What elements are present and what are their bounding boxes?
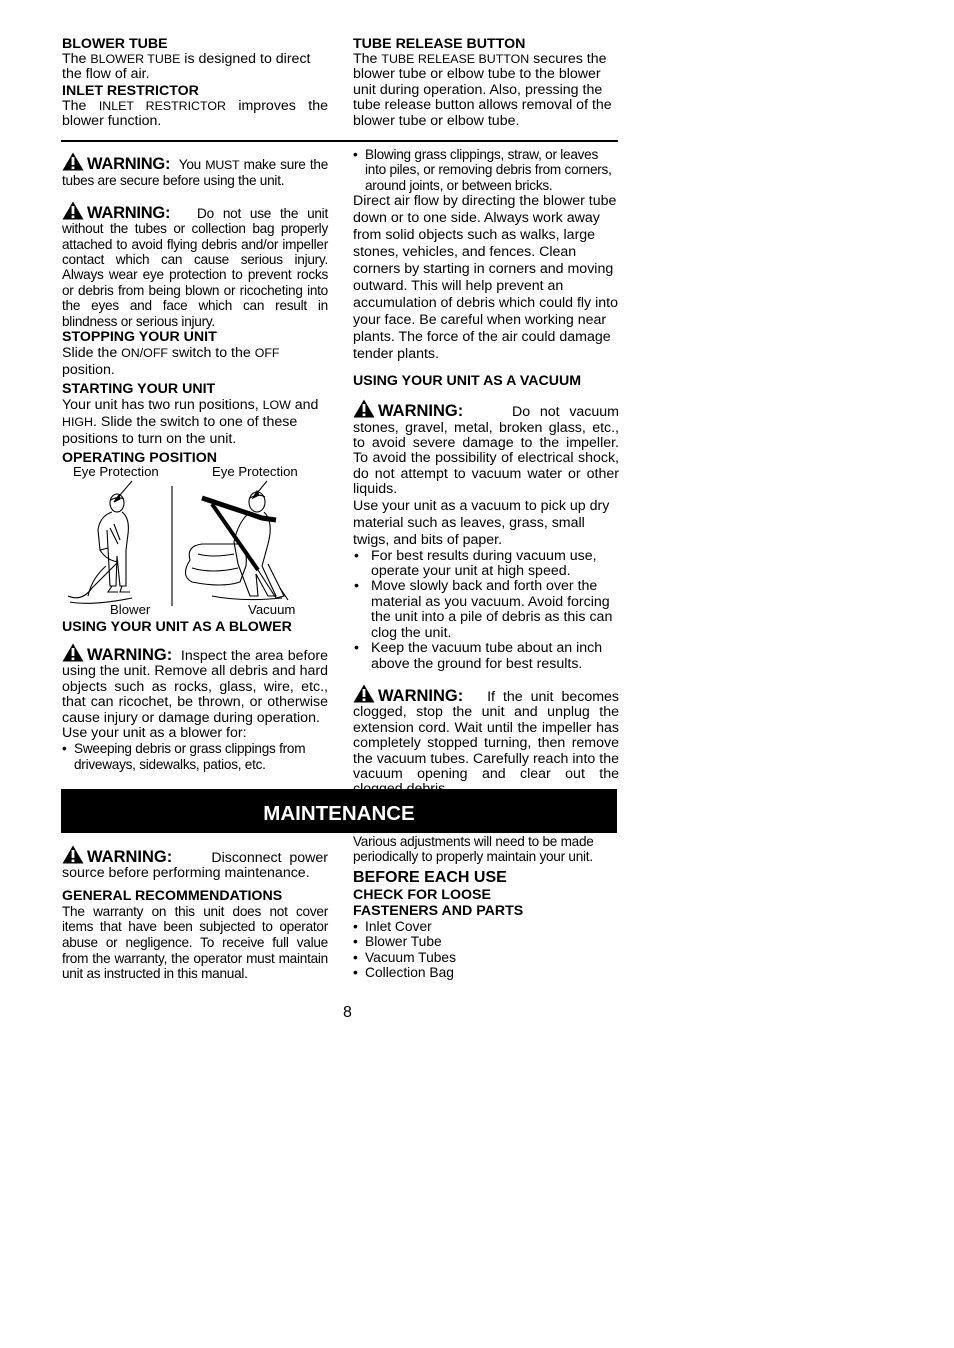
starting-heading: STARTING YOUR UNIT xyxy=(62,381,216,398)
caption-vacuum: Vacuum xyxy=(248,602,296,617)
list-item: • Vacuum Tubes xyxy=(353,950,619,965)
checklist xyxy=(353,919,619,981)
blower-section xyxy=(62,619,328,772)
list-item: • Collection Bag xyxy=(353,965,619,980)
vacuum-operator-figure xyxy=(185,481,288,600)
warning-triangle-icon xyxy=(353,684,375,703)
blower-tube-heading: BLOWER TUBE xyxy=(62,36,168,52)
warning-disconnect-power: WARNING: Disconnect power source before performing maintenance. xyxy=(62,845,328,882)
vacuum-intro: Use your unit as a vacuum to pick up dry material such as leaves, grass, small twigs, and bits of paper. xyxy=(353,497,610,548)
blower-intro: Use your unit as a blower for: xyxy=(62,725,247,742)
blower-uses-list xyxy=(62,741,328,772)
blower-tube-text: The BLOWER TUBE is designed to direct the flow of air. xyxy=(62,51,311,83)
list-item: • Sweeping debris or grass clippings from driveways, sidewalks, patios, etc. xyxy=(62,741,328,772)
left-top-section xyxy=(62,36,328,130)
section-divider xyxy=(61,140,618,142)
blower-operator-figure xyxy=(68,481,132,603)
warning-triangle-icon xyxy=(62,152,84,171)
left-column xyxy=(62,152,328,466)
tube-release-text: The TUBE RELEASE BUTTON secures the blower tube or elbow tube to the blower unit during operation. Also, pressing the tube release button allows removal of the blower tube or elbow tube. xyxy=(353,51,612,129)
warning-secure-tubes: WARNING: You MUST make sure the tubes are secure before using the unit. xyxy=(62,152,328,189)
general-recommendations-text: The warranty on this unit does not cover items that have been subjected to operator abuse or negligence. To receive full value from the warranty, the operator must maintain unit as instructed in this manual. xyxy=(62,903,328,982)
warning-triangle-icon xyxy=(62,201,84,220)
right-top-section xyxy=(353,36,619,129)
list-item: • Move slowly back and forth over the material as you vacuum. Avoid forcing the unit into a pile of debris as this can clog the unit. xyxy=(353,579,619,641)
blower-uses-list-continued xyxy=(353,147,619,193)
warning-vacuum-damage: WARNING: Do not vacuum stones, gravel, metal, broken glass, etc., to avoid severe damage to the impeller. To avoid the possibility of electrical shock, do not attempt to vacuum water or other liquids. xyxy=(353,399,619,497)
eye-protection-label-right: Eye Protection xyxy=(212,464,298,479)
maintenance-right xyxy=(353,834,619,980)
maintenance-banner: MAINTENANCE xyxy=(61,789,617,833)
list-item: • Blower Tube xyxy=(353,934,619,949)
warning-clogged-unit: WARNING: If the unit becomes clogged, stop the unit and unplug the extension cord. Wait until the impeller has completely stopped turning, then remove the vacuum tubes. Carefully reach into the vacuum opening and clear out the xyxy=(353,684,619,798)
stopping-heading: STOPPING YOUR UNIT xyxy=(62,329,217,346)
inlet-restrictor-text: The INLET RESTRICTOR improves the blower function. xyxy=(62,97,329,130)
page-number: 8 xyxy=(343,1004,352,1021)
warning-triangle-icon xyxy=(353,399,375,418)
blower-heading: USING YOUR UNIT AS A BLOWER xyxy=(62,619,292,635)
warning-triangle-icon xyxy=(62,845,84,864)
tube-release-heading: TUBE RELEASE BUTTON xyxy=(353,36,526,52)
operating-position-figure xyxy=(62,464,328,620)
before-each-use-heading: BEFORE EACH USE xyxy=(353,868,507,886)
warning-triangle-icon xyxy=(62,643,84,662)
operator-illustration xyxy=(62,478,328,606)
starting-text: Your unit has two run positions, LOW and HIGH. Slide the switch to one of these positions to turn on the unit. xyxy=(62,397,319,448)
maintenance-left xyxy=(62,845,328,982)
list-item: • Inlet Cover xyxy=(353,919,619,934)
right-column xyxy=(353,147,619,798)
warning-inspect-area: WARNING: Inspect the area before using the unit. Remove all debris and hard objects such as rocks, glass, wire, etc., that can ricochet, be thrown, or otherwise cause injury or damage during operation. xyxy=(62,643,328,726)
list-item: • For best results during vacuum use, operate your unit at high speed. xyxy=(353,549,619,580)
vacuum-heading: USING YOUR UNIT AS A VACUUM xyxy=(353,373,582,390)
vacuum-tips-list xyxy=(353,549,619,672)
warning-eye-protection: WARNING: Do not use the unit without the tubes or collection bag properly attached to avoid flying debris and/or impeller contact which can cause serious injury. Always wear eye protection to prevent rocks or debris from being blown or ricocheting into the eyes and face which can result in blindness or serious injury. xyxy=(62,201,328,329)
eye-protection-label-left: Eye Protection xyxy=(73,464,159,479)
list-item: • Blowing grass clippings, straw, or leaves into piles, or removing debris from corners, around joints, or between bricks. xyxy=(353,147,619,193)
list-item: • Keep the vacuum tube about an inch above the ground for best results. xyxy=(353,641,619,672)
operating-heading: OPERATING POSITION xyxy=(62,450,218,467)
inlet-restrictor-heading: INLET RESTRICTOR xyxy=(62,82,199,99)
stopping-text: Slide the ON/OFF switch to the OFF position. xyxy=(62,345,280,379)
adjustments-text: Various adjustments will need to be made periodically to properly maintain your unit. xyxy=(353,834,594,865)
check-fasteners-heading: CHECK FOR LOOSE FASTENERS AND PARTS xyxy=(353,886,524,919)
general-recommendations-heading: GENERAL RECOMMENDATIONS xyxy=(62,887,283,904)
caption-blower: Blower xyxy=(110,602,151,617)
direct-air-text: Direct air flow by directing the blower tube down or to one side. Always work away from solid objects such as walks, large stones, vehicles, and fences. Clean corners by starting in corners and moving outward. This will help prevent an accumulation of debris which could fly into your face. Be careful when working near plants. The force of the air could damage tender plants. xyxy=(353,193,618,363)
